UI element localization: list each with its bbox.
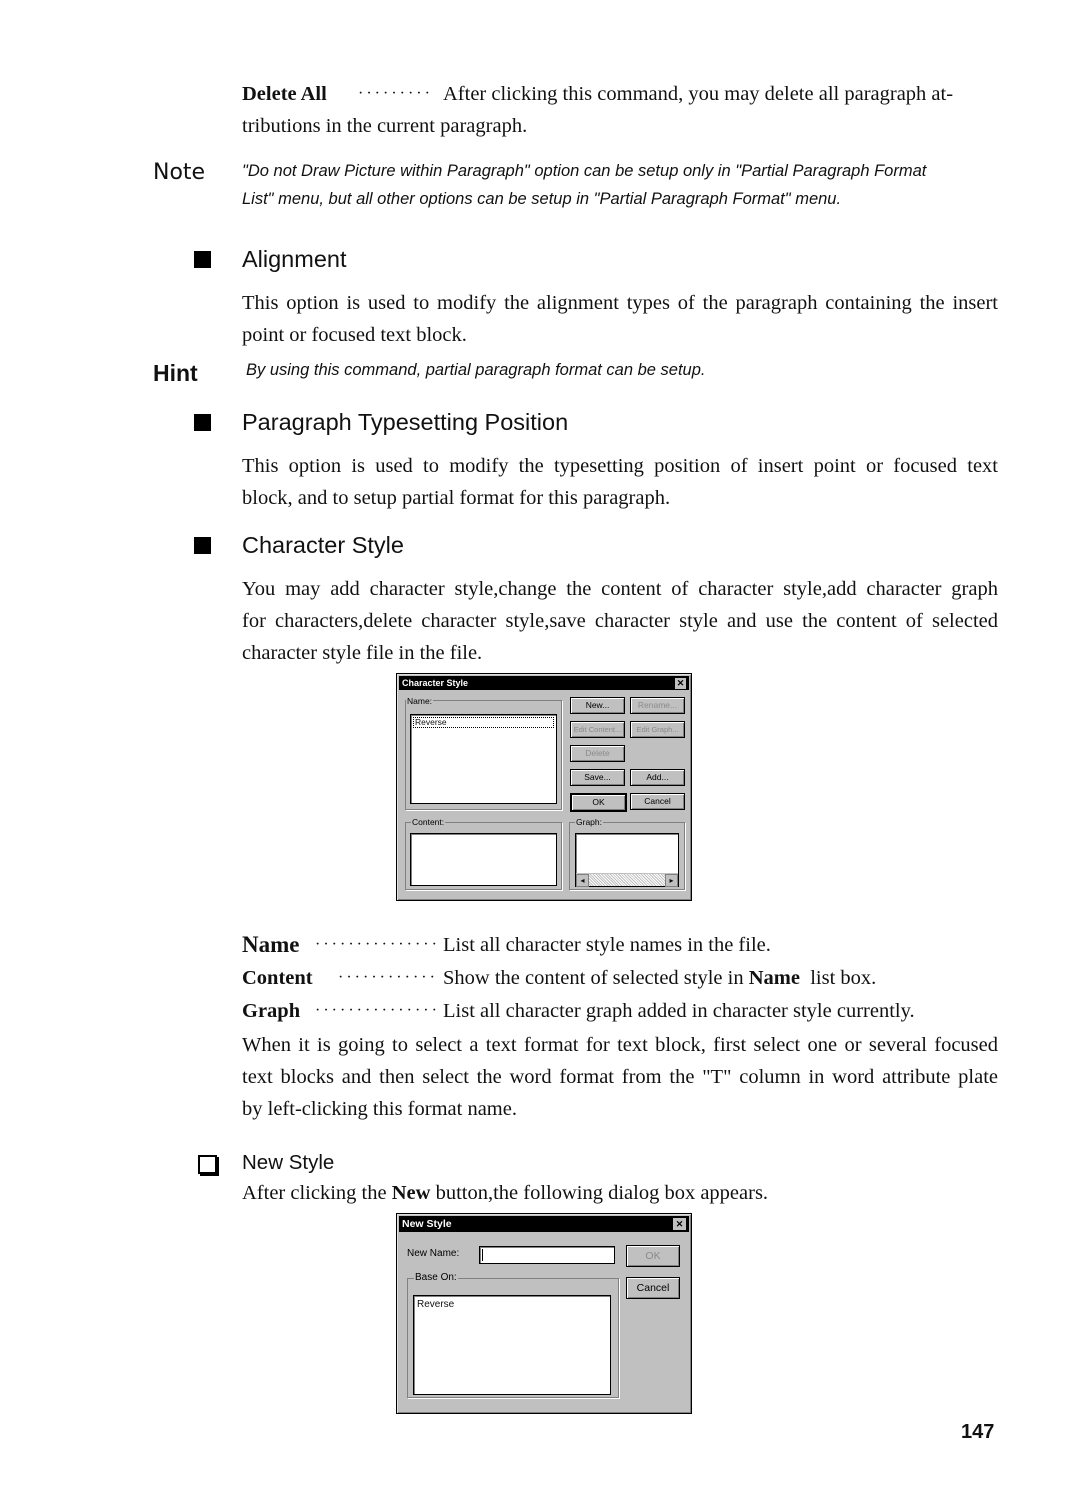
text-format-paragraph [242, 1029, 998, 1125]
alignment-line-1: This option is used to modify the alignment types of the paragraph containing the insert [242, 292, 998, 314]
delete-all-leader: ········· [358, 85, 433, 102]
new-name-input[interactable] [479, 1246, 615, 1264]
text-cursor [482, 1249, 483, 1261]
base-on-list[interactable] [413, 1295, 611, 1395]
section-bullet-icon [194, 251, 211, 268]
new-style-text-pre: After clicking the [242, 1182, 392, 1204]
new-button[interactable]: New... [570, 697, 625, 714]
scroll-right-icon[interactable]: ▸ [665, 874, 678, 887]
hint-text: By using this command, partial paragraph format can be setup. [246, 361, 706, 379]
name-list[interactable] [410, 714, 557, 804]
new-style-text-bold: New [391, 1182, 431, 1204]
character-style-paragraph [242, 573, 998, 669]
def-name-term: Name [242, 932, 300, 957]
typesetting-line-2: block, and to setup partial format for this paragraph. [242, 487, 671, 509]
def-content-desc-post: list box. [799, 967, 877, 989]
delete-all-desc-cont: tributions in the current paragraph. [242, 115, 528, 137]
text-format-line-3: by left-clicking this format name. [242, 1098, 517, 1120]
scroll-left-icon[interactable]: ◂ [576, 874, 589, 887]
typesetting-heading: Paragraph Typesetting Position [242, 409, 569, 435]
graph-box[interactable] [575, 833, 679, 887]
def-content-leader: ············ [338, 969, 438, 986]
alignment-paragraph [242, 287, 998, 351]
note-text [242, 157, 1002, 213]
open-square-bullet-icon [198, 1155, 217, 1174]
def-graph-desc: List all character graph added in character style currently. [443, 1000, 915, 1022]
new-style-heading: New Style [242, 1151, 335, 1174]
section-bullet-icon [194, 537, 211, 554]
def-content-desc-pre: Show the content of selected style in [443, 967, 749, 989]
def-name-desc: List all character style names in the file. [443, 934, 771, 956]
ok-button[interactable]: OK [626, 1245, 680, 1267]
new-name-label: New Name: [407, 1248, 460, 1259]
graph-label: Graph: [576, 817, 602, 827]
character-style-heading: Character Style [242, 532, 404, 558]
page-number: 147 [961, 1421, 995, 1443]
base-on-label: Base On: [415, 1272, 457, 1283]
ok-button[interactable]: OK [570, 793, 627, 812]
content-box [410, 833, 557, 886]
text-format-line-2: text blocks and then select the word format from the "T" column in word attribute plate [242, 1066, 998, 1088]
dialog-title: Character Style [402, 678, 469, 688]
def-graph-term: Graph [242, 1000, 301, 1022]
rename-button[interactable]: Rename... [630, 697, 685, 714]
cancel-button[interactable]: Cancel [630, 793, 685, 810]
text-format-line-1: When it is going to select a text format for text block, first select one or several focused [242, 1034, 998, 1056]
dialog-title: New Style [402, 1218, 452, 1230]
dialog-title-bar [399, 676, 689, 690]
hint-label: Hint [153, 360, 198, 386]
def-content-desc-bold: Name [748, 967, 800, 989]
character-style-line-3: character style file in the file. [242, 642, 483, 664]
character-style-dialog [396, 673, 692, 901]
add-button[interactable]: Add... [630, 769, 685, 786]
new-style-text [242, 1177, 768, 1209]
note-line-2: List" menu, but all other options can be setup in "Partial Paragraph Format" menu. [242, 190, 842, 208]
def-name-leader: ··············· [315, 936, 440, 953]
character-style-line-2: for characters,delete character style,save character style and use the content of selected [242, 610, 998, 632]
typesetting-line-1: This option is used to modify the typesetting position of insert point or focused text [242, 455, 998, 477]
cancel-button[interactable]: Cancel [626, 1277, 680, 1299]
note-line-1: "Do not Draw Picture within Paragraph" option can be setup only in "Partial Paragraph Format [242, 162, 927, 180]
horizontal-scrollbar[interactable] [576, 873, 678, 886]
close-icon[interactable]: ✕ [674, 677, 687, 690]
delete-button[interactable]: Delete [570, 745, 625, 762]
def-content-desc [443, 962, 876, 994]
alignment-line-2: point or focused text block. [242, 324, 467, 346]
list-item[interactable]: Reverse [413, 717, 554, 728]
def-content [242, 962, 1002, 994]
list-item[interactable]: Reverse [417, 1299, 455, 1310]
character-style-line-1: You may add character style,change the content of character style,add character graph [242, 578, 998, 600]
def-graph-leader: ··············· [315, 1002, 440, 1019]
name-label: Name: [407, 696, 433, 706]
def-graph [242, 995, 1002, 1027]
delete-all-term: Delete All [242, 83, 327, 105]
note-label: Note [153, 160, 206, 185]
content-label: Content: [412, 817, 445, 827]
new-style-dialog [396, 1213, 692, 1414]
def-content-term: Content [242, 967, 313, 989]
new-style-text-post: button,the following dialog box appears. [430, 1182, 769, 1204]
def-name [242, 929, 1002, 961]
delete-all-desc: After clicking this command, you may delete all paragraph at- [443, 83, 954, 105]
delete-all-entry [242, 78, 998, 142]
alignment-heading: Alignment [242, 246, 347, 272]
dialog-title-bar [399, 1216, 689, 1232]
typesetting-paragraph [242, 450, 998, 514]
close-icon[interactable]: ✕ [672, 1217, 687, 1231]
edit-content-button[interactable]: Edit Content... [570, 721, 625, 738]
section-bullet-icon [194, 414, 211, 431]
save-button[interactable]: Save... [570, 769, 625, 786]
edit-graph-button[interactable]: Edit Graph... [630, 721, 685, 738]
